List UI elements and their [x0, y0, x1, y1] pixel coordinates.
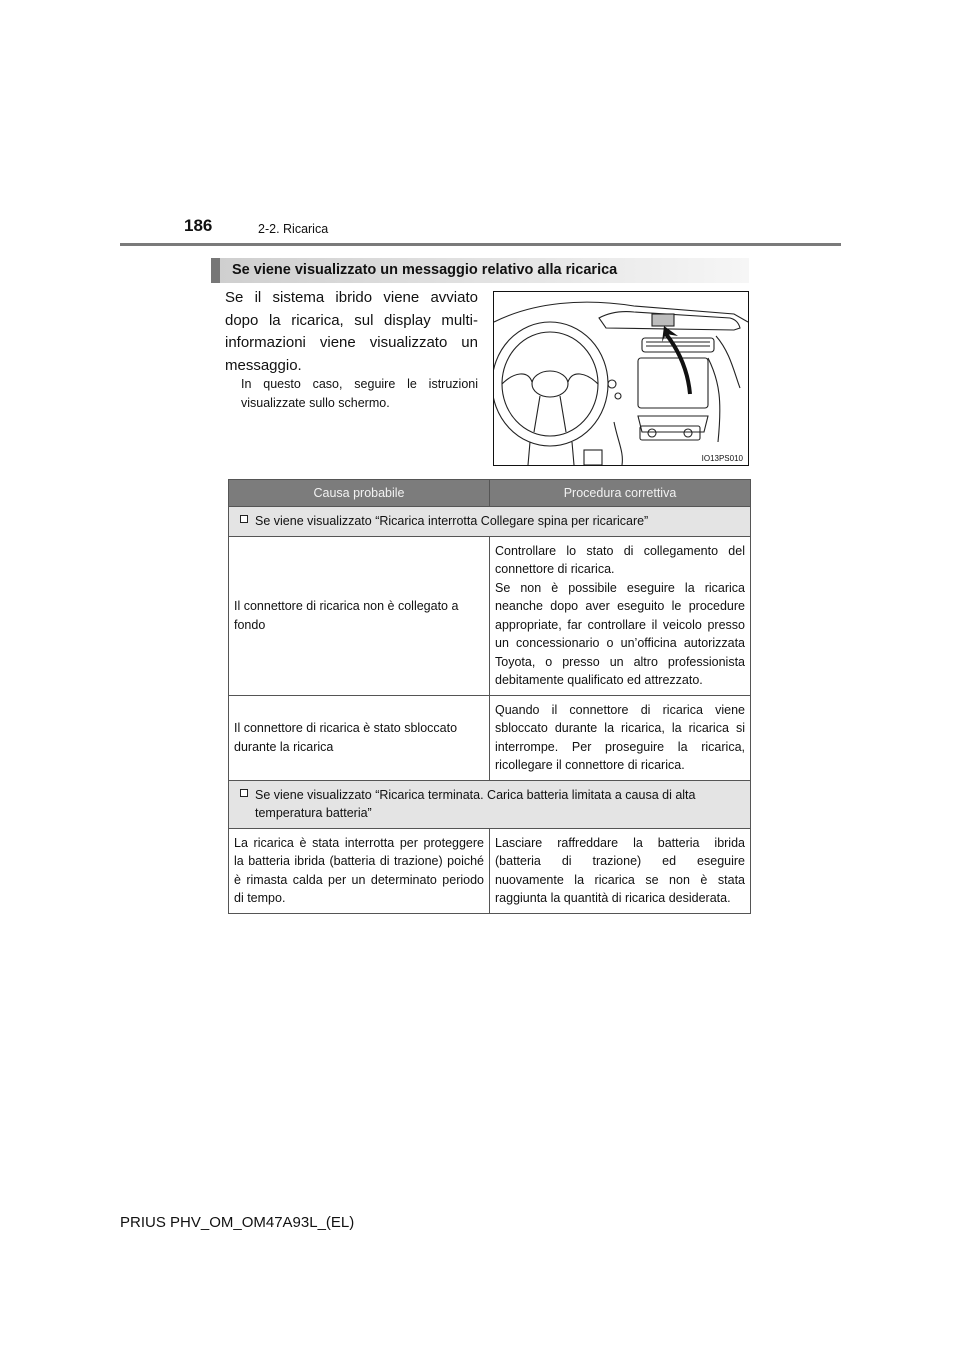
procedure-cell: Controllare lo stato di collegamento del connettore di ricarica. Se non è possibile eseguire la ricarica neanche dopo aver eseguito le procedure appropriate, far controllare il veicolo presso un concessionario o un’officina autorizzata Toyota, o presso un altro professionista debitamente qualificato ed attrezzato.: [490, 536, 751, 695]
cause-cell: Il connettore di ricarica è stato sbloccato durante la ricarica: [229, 695, 490, 780]
arrow-icon: [662, 326, 690, 394]
dashboard-drawing: [494, 292, 748, 465]
table-row: [229, 695, 751, 780]
column-header-cause: Causa probabile: [229, 480, 490, 507]
procedure-cell: Lasciare raffreddare la batteria ibrida (batteria di trazione) ed eseguire nuovamente la ricarica se non è stata raggiunta la quantità di ricarica desiderata.: [490, 828, 751, 913]
table-row: [229, 536, 751, 695]
dashboard-illustration: [493, 291, 749, 466]
chapter-title: 2-2. Ricarica: [258, 222, 329, 236]
figure-code: IO13PS010: [701, 454, 743, 463]
intro-paragraph: Se il sistema ibrido viene avviato dopo la ricarica, sul display multi-informazioni viene visualizzato un messaggio.: [225, 289, 478, 374]
section-heading-bar: [211, 258, 749, 283]
checkbox-bullet-icon: [240, 789, 248, 797]
note-paragraph: In questo caso, seguire le istruzioni visualizzate sullo schermo.: [241, 377, 478, 410]
message-row: [229, 507, 751, 537]
checkbox-bullet-icon: [240, 515, 248, 523]
table-row: [229, 828, 751, 913]
cause-cell: La ricarica è stata interrotta per proteggere la batteria ibrida (batteria di trazione) poiché è rimasta calda per un determinato periodo di tempo.: [229, 828, 490, 913]
table-header-row: [229, 480, 751, 507]
column-header-procedure: Procedura correttiva: [490, 480, 751, 507]
message-row: [229, 780, 751, 828]
section-title: Se viene visualizzato un messaggio relativo alla ricarica: [232, 262, 618, 278]
charging-message-table: [228, 479, 751, 914]
cause-cell: Il connettore di ricarica non è collegato a fondo: [229, 536, 490, 695]
message-text: Se viene visualizzato “Ricarica terminata. Carica batteria limitata a causa di alta temperatura batteria”: [255, 787, 696, 820]
procedure-cell: Quando il connettore di ricarica viene sbloccato durante la ricarica, la ricarica si interrompe. Per proseguire la ricarica, ricollegare il connettore di ricarica.: [490, 695, 751, 780]
message-text: Se viene visualizzato “Ricarica interrotta Collegare spina per ricaricare”: [255, 514, 649, 528]
document-footer: PRIUS PHV_OM_OM47A93L_(EL): [120, 1214, 355, 1231]
header-rule: [120, 243, 841, 246]
page-number: 186: [184, 216, 213, 235]
